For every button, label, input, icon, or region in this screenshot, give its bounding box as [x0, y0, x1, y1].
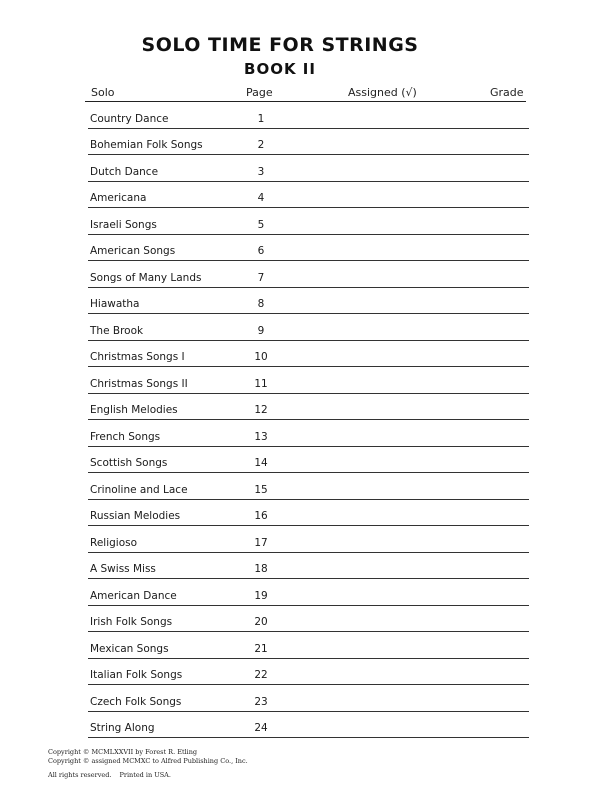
table-row — [88, 155, 529, 182]
table-row — [88, 208, 529, 235]
solo-page-number: 10 — [254, 351, 268, 363]
solo-title: Mexican Songs — [90, 642, 169, 655]
solo-title: Scottish Songs — [90, 457, 168, 469]
table-row — [88, 288, 529, 315]
row-rule — [88, 737, 529, 738]
copyright-line-2: Copyright © assigned MCMXC to Alfred Publishing Co., Inc. — [48, 757, 248, 765]
solo-title: Italian Folk Songs — [90, 669, 183, 681]
solo-title: Crinoline and Lace — [90, 483, 188, 496]
solo-page-number: 14 — [254, 457, 268, 469]
table-row — [88, 553, 529, 580]
table-row — [88, 261, 529, 288]
solo-page-number: 24 — [254, 722, 268, 734]
solo-title: Songs of Many Lands — [90, 271, 202, 284]
solo-page-number: 7 — [257, 271, 265, 284]
column-header-grade: Grade — [490, 86, 524, 99]
solo-title: Country Dance — [90, 112, 169, 125]
column-header-page: Page — [246, 86, 273, 99]
solo-page-number: 5 — [257, 218, 265, 231]
solo-title: Czech Folk Songs — [90, 695, 182, 708]
table-row — [88, 447, 529, 474]
table-row — [88, 579, 529, 606]
table-row — [88, 420, 529, 447]
solo-page-number: 9 — [257, 324, 265, 337]
solo-page-number: 18 — [254, 563, 268, 575]
solo-page-number: 8 — [257, 298, 265, 310]
page-title: SOLO TIME FOR STRINGS — [141, 34, 419, 56]
solo-title: Religioso — [90, 536, 138, 549]
solo-page-number: 16 — [254, 510, 268, 522]
solo-page-number: 1 — [257, 112, 265, 125]
solo-title: Bohemian Folk Songs — [90, 139, 203, 151]
table-row — [88, 102, 529, 129]
table-row — [88, 685, 529, 712]
solo-title: Irish Folk Songs — [90, 616, 173, 628]
table-row — [88, 182, 529, 209]
table-row — [88, 367, 529, 394]
solo-page-number: 2 — [257, 139, 265, 151]
solo-title: Russian Melodies — [90, 510, 181, 522]
table-row — [88, 394, 529, 421]
solo-page-number: 4 — [257, 192, 265, 204]
table-row — [88, 606, 529, 633]
solo-page-number: 20 — [254, 616, 268, 628]
column-header-assigned: Assigned (√) — [348, 86, 417, 99]
solo-title: A Swiss Miss — [90, 563, 156, 575]
printed-in: Printed in USA. — [119, 771, 171, 779]
solo-page-number: 21 — [254, 642, 268, 655]
table-row — [88, 712, 529, 739]
table-row — [88, 659, 529, 686]
solo-page-number: 6 — [257, 245, 265, 257]
column-header-solo: Solo — [91, 86, 115, 99]
solo-title: String Along — [90, 722, 155, 734]
table-row — [88, 235, 529, 262]
solo-page-number: 19 — [254, 589, 268, 602]
solo-page-number: 15 — [254, 483, 268, 496]
table-row — [88, 632, 529, 659]
solo-title: Hiawatha — [90, 298, 140, 310]
solo-page-number: 3 — [257, 165, 265, 178]
solo-page-number: 17 — [254, 536, 268, 549]
solo-page-number: 23 — [254, 695, 268, 708]
solo-page-number: 11 — [254, 377, 268, 390]
solo-page-number: 12 — [254, 404, 268, 416]
solo-title: English Melodies — [90, 404, 178, 416]
solo-page-number: 22 — [254, 669, 268, 681]
solo-title: The Brook — [90, 324, 144, 337]
table-row — [88, 341, 529, 368]
footer-rights — [48, 771, 171, 779]
solo-title: American Songs — [90, 245, 176, 257]
table-row — [88, 526, 529, 553]
solo-title: Israeli Songs — [90, 218, 157, 231]
table-row — [88, 314, 529, 341]
book-subtitle: BOOK II — [244, 60, 316, 78]
solo-page-number: 13 — [254, 430, 268, 443]
solo-title: Christmas Songs I — [90, 351, 185, 363]
table-row — [88, 500, 529, 527]
solo-title: French Songs — [90, 430, 161, 443]
rights-reserved: All rights reserved. — [48, 771, 112, 779]
solo-title: Americana — [90, 192, 147, 204]
solo-title: Christmas Songs II — [90, 377, 188, 390]
table-row — [88, 129, 529, 156]
solo-title: Dutch Dance — [90, 165, 159, 178]
table-row — [88, 473, 529, 500]
copyright-line-1: Copyright © MCMLXXVII by Forest R. Etling — [48, 748, 198, 756]
solo-title: American Dance — [90, 589, 177, 602]
